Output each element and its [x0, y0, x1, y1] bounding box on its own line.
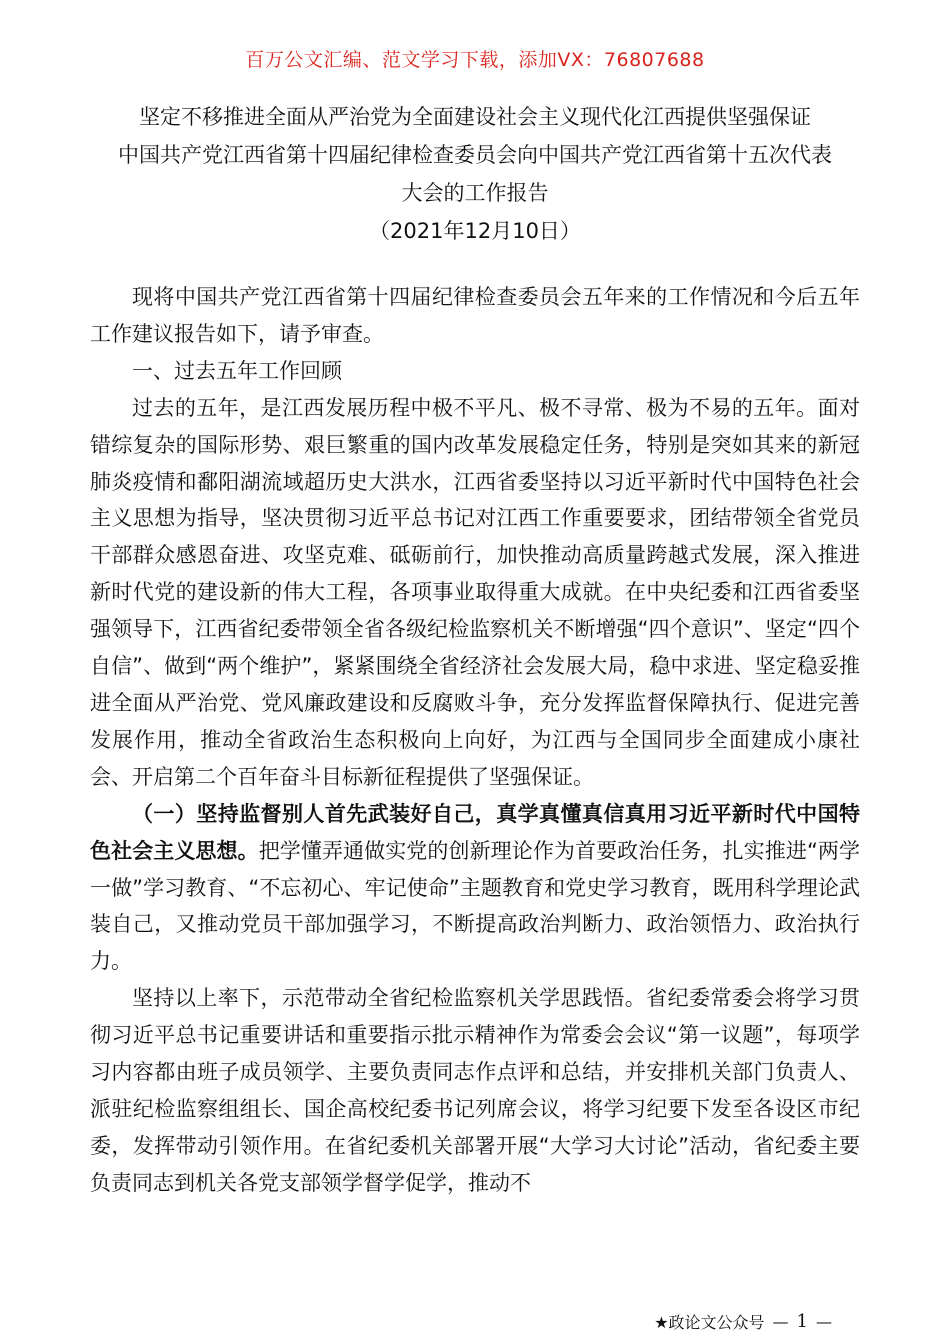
intro-paragraph: 现将中国共产党江西省第十四届纪律检查委员会五年来的工作情况和今后五年工作建议报告如下，请予审查。: [90, 285, 860, 346]
report-title-line-3: 大会的工作报告: [401, 181, 549, 205]
footer-label: ★政论文公众号: [654, 1313, 765, 1332]
review-paragraph: 过去的五年，是江西发展历程中极不平凡、极不寻常、极为不易的五年。面对错综复杂的国际形势、艰巨繁重的国内改革发展稳定任务，特别是突如其来的新冠肺炎疫情和鄱阳湖流域超历史大洪水，江西省委坚持以习近平新时代中国特色社会主义思想为指导，坚决贯彻习近平总书记对江西工作重要要求，团结带领全省党员干部群众感恩奋进、攻坚克难、砥砺前行，加快推动高质量跨越式发展，深入推进新时代党的建设新的伟大工程，各项事业取得重大成就。在中央纪委和江西省委坚强领导下，江西省纪委带领全省各级纪检监察机关不断增强“四个意识”、坚定“四个自信”、做到“两个维护”，紧紧围绕全省经济社会发展大局，稳中求进、坚定稳妥推进全面从严治党、党风廉政建设和反腐败斗争，充分发挥监督保障执行、促进完善发展作用，推动全省政治生态积极向上向好，为江西与全国同步全面建成小康社会、开启第二个百年奋斗目标新征程提供了坚强保证。: [90, 395, 860, 789]
report-title-line-2: 中国共产党江西省第十四届纪律检查委员会向中国共产党江西省第十五次代表: [118, 143, 832, 167]
report-title-line-1: 坚定不移推进全面从严治党为全面建设社会主义现代化江西提供坚强保证: [139, 105, 811, 129]
subsection-paragraph: [90, 796, 860, 981]
report-body: [90, 279, 860, 1202]
footer-dash-right: —: [816, 1312, 832, 1331]
page-number: 1: [796, 1311, 808, 1332]
section-heading: 一、过去五年工作回顾: [132, 358, 342, 383]
footer-dash-left: —: [772, 1312, 789, 1331]
report-title-block: [85, 98, 865, 250]
header-promo-note: 百万公文汇编、范文学习下载，添加VX：76807688: [245, 49, 705, 71]
study-paragraph: 坚持以上率下，示范带动全省纪检监察机关学思践悟。省纪委常委会将学习贯彻习近平总书记重要讲话和重要指示批示精神作为常委会会议“第一议题”，每项学习内容都由班子成员领学、主要负责同志作点评和总结，并安排机关部门负责人、派驻纪检监察组组长、国企高校纪委书记列席会议，将学习纪要下发至各设区市纪委，发挥带动引领作用。在省纪委机关部署开展“大学习大讨论”活动，省纪委主要负责同志到机关各党支部领学督学促学，推动不: [90, 986, 860, 1195]
subsection-heading: （一）坚持监督别人首先武装好自己，真学真懂真信真用习近平新时代中国特色社会主义思想。: [90, 801, 860, 863]
subsection-text: 把学懂弄通做实党的创新理论作为首要政治任务，扎实推进“两学一做”学习教育、“不忘初心、牢记使命”主题教育和党史学习教育，既用科学理论武装自己，又推动党员干部加强学习，不断提高政治判断力、政治领悟力、政治执行力。: [90, 838, 860, 974]
report-date: （2021年12月10日）: [369, 219, 581, 243]
page-footer: [654, 1310, 832, 1333]
